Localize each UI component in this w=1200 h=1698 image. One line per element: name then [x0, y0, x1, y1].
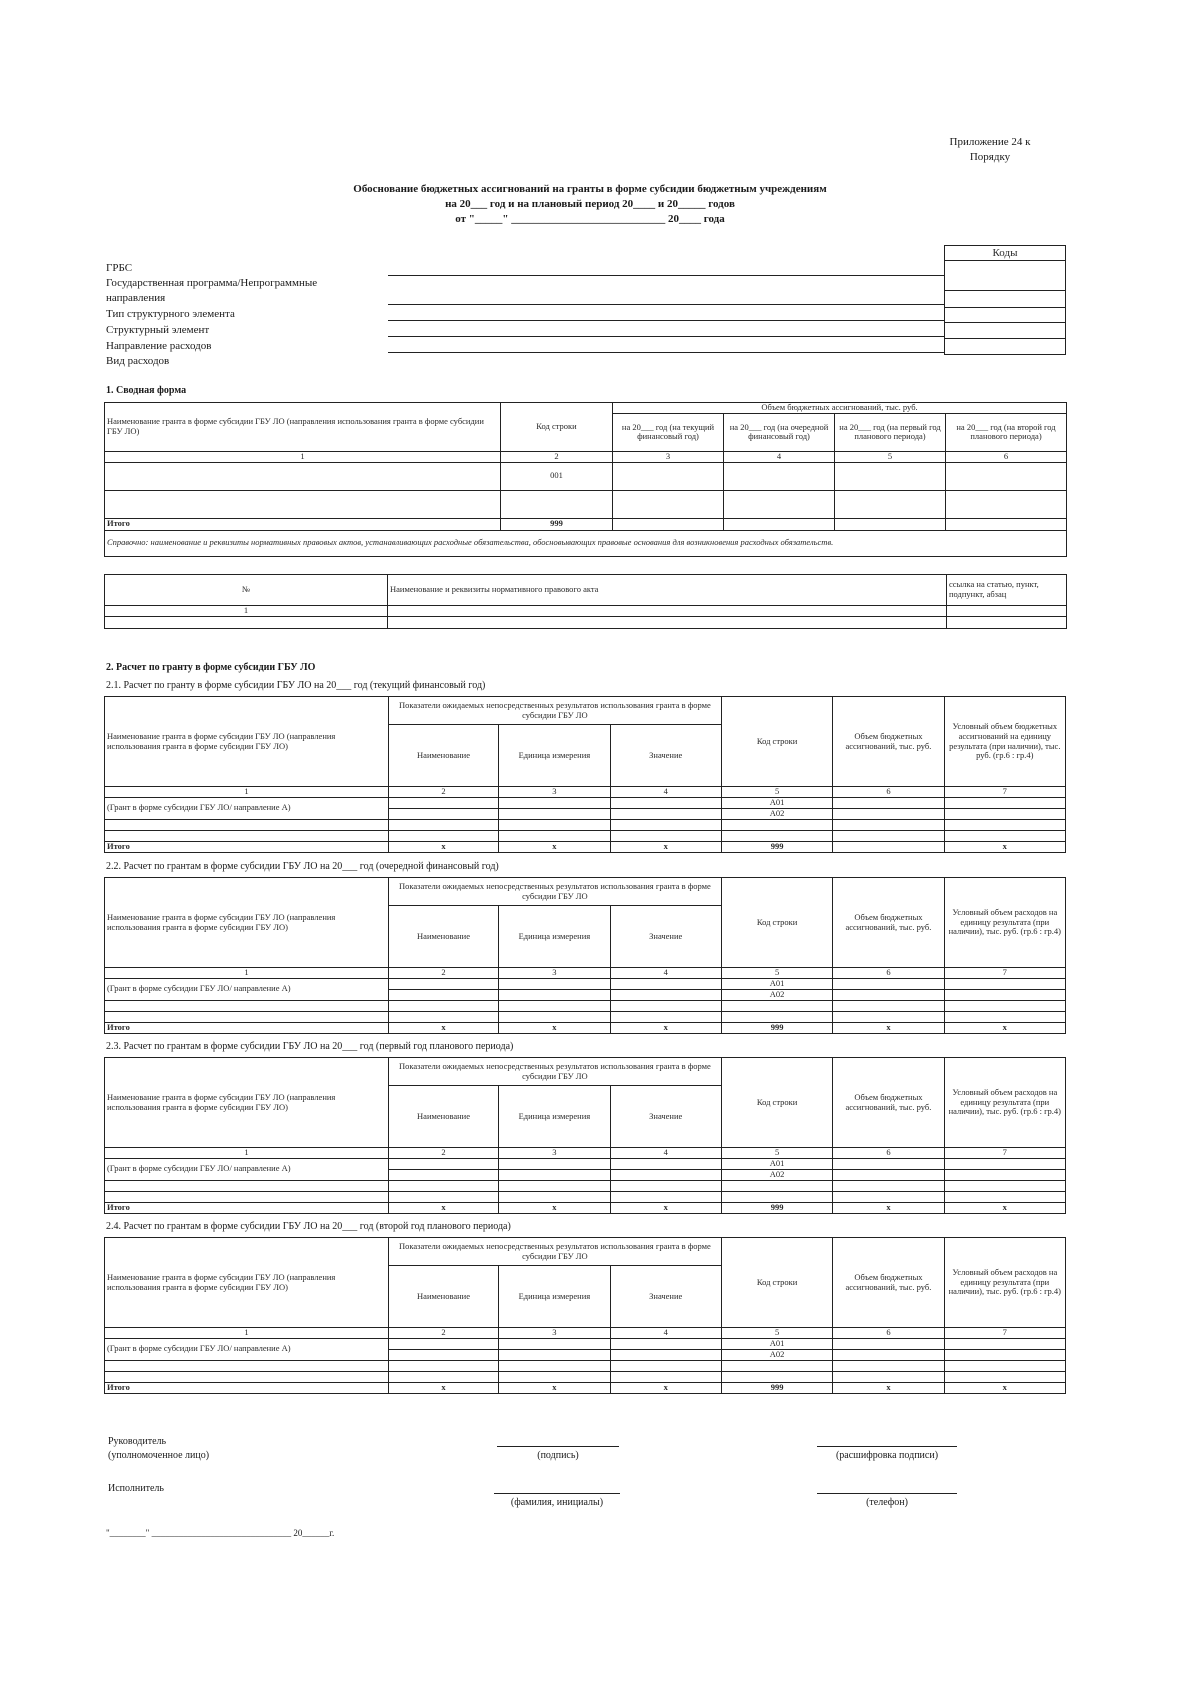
subtable-cell[interactable]	[610, 978, 721, 989]
summary-cell[interactable]	[946, 462, 1067, 490]
subtable-colnum: 3	[499, 1148, 610, 1159]
subtable-cell[interactable]	[833, 1191, 944, 1202]
subtable-colnum: 5	[721, 968, 832, 979]
ref-cell[interactable]	[388, 606, 947, 617]
executor-name-caption: (фамилия, инициалы)	[510, 1497, 604, 1508]
subtable-cell[interactable]	[105, 1180, 389, 1191]
signature-head-label: Руководитель	[108, 1436, 167, 1447]
subtable-cell[interactable]	[944, 1169, 1065, 1180]
subtable-cell[interactable]	[721, 1191, 832, 1202]
summary-cell[interactable]	[724, 490, 835, 518]
subtable-col-ind-value: Значение	[610, 725, 721, 787]
calculation-table	[104, 696, 1066, 853]
subtable-total-label: Итого	[105, 841, 389, 852]
subtable-cell[interactable]	[499, 1180, 610, 1191]
summary-total-label: Итого	[105, 518, 501, 530]
subtable-cell[interactable]	[499, 808, 610, 819]
subtable-col-ind-name: Наименование	[388, 1086, 498, 1148]
summary-cell[interactable]	[724, 518, 835, 530]
subtable-cell[interactable]	[610, 1158, 721, 1169]
summary-cell[interactable]	[105, 490, 501, 518]
subtable-row-code: А01	[721, 1338, 832, 1349]
subtable-colnum: 3	[499, 968, 610, 979]
subtable-cell[interactable]	[610, 808, 721, 819]
summary-col-year2: на 20___ год (на очередной финансовый год)	[724, 413, 835, 451]
subtable-x-mark: x	[944, 841, 1065, 852]
subtable-colnum: 1	[105, 1328, 389, 1339]
subtable-colnum: 4	[610, 968, 721, 979]
subtable-cell[interactable]	[499, 830, 610, 841]
codes-table	[944, 245, 1066, 355]
subtable-cell[interactable]	[388, 808, 498, 819]
field-line-program[interactable]	[388, 304, 944, 305]
subtable-x-mark: x	[944, 1202, 1065, 1213]
signature-decode-line[interactable]	[817, 1446, 957, 1447]
subtable-x-mark: x	[388, 1202, 498, 1213]
subtable-cell[interactable]	[388, 819, 498, 830]
subtable-cell[interactable]	[944, 1180, 1065, 1191]
subtable-cell[interactable]	[105, 830, 389, 841]
signature-line[interactable]	[497, 1446, 619, 1447]
subtable-cell[interactable]	[610, 1000, 721, 1011]
subtable-total-label: Итого	[105, 1382, 389, 1393]
subtable-cell[interactable]	[833, 819, 944, 830]
subtable-row-label: (Грант в форме субсидии ГБУ ЛО/ направление А)	[105, 978, 389, 1000]
subtable-colnum: 5	[721, 787, 832, 798]
document-title-line2: на 20___ год и на плановый период 20____ и 20_____ годов	[445, 198, 735, 210]
subtable-cell[interactable]	[499, 1371, 610, 1382]
subtable-col-code: Код строки	[721, 878, 832, 968]
subtable-x-mark: x	[499, 1202, 610, 1213]
subtable-col-ind-unit: Единица измерения	[499, 1086, 610, 1148]
subtable-col-code: Код строки	[721, 1238, 832, 1328]
subtable-col-volume: Объем бюджетных ассигнований, тыс. руб.	[833, 878, 944, 968]
summary-cell[interactable]	[946, 490, 1067, 518]
subtable-colnum: 5	[721, 1148, 832, 1159]
subtable-x-mark: x	[610, 841, 721, 852]
summary-col-code: Код строки	[501, 403, 613, 452]
subtable-col-ind-unit: Единица измерения	[499, 725, 610, 787]
subtable-cell[interactable]	[944, 1158, 1065, 1169]
subtable-x-mark: x	[388, 841, 498, 852]
subtable-cell[interactable]	[833, 1360, 944, 1371]
subtable-row-code: А01	[721, 978, 832, 989]
subtable-cell[interactable]	[105, 1011, 389, 1022]
code-cell-grbs[interactable]	[945, 261, 1066, 291]
subtable-indicators-header: Показатели ожидаемых непосредственных результатов использования гранта в форме субсидии ГБУ ЛО	[388, 1058, 721, 1086]
subtable-cell[interactable]	[610, 1338, 721, 1349]
field-label-program: Государственная программа/Непрограммные	[106, 277, 318, 289]
subtable-cell[interactable]	[499, 1000, 610, 1011]
subtable-cell[interactable]	[499, 1349, 610, 1360]
subtable-col-code: Код строки	[721, 697, 832, 787]
subtable-cell[interactable]	[944, 1338, 1065, 1349]
executor-name-line[interactable]	[494, 1493, 620, 1494]
subtable-cell[interactable]	[388, 989, 498, 1000]
summary-table	[104, 402, 1067, 557]
subtable-colnum: 3	[499, 787, 610, 798]
subtable-cell[interactable]	[105, 1360, 389, 1371]
subtable-colnum: 4	[610, 1148, 721, 1159]
subtable-cell[interactable]	[833, 797, 944, 808]
subtable-colnum: 6	[833, 1148, 944, 1159]
subtable-cell[interactable]	[499, 978, 610, 989]
field-line-element[interactable]	[388, 336, 944, 337]
document-title-line3: от "_____" ____________________________ 20____ года	[455, 213, 725, 225]
subtable-colnum: 7	[944, 1328, 1065, 1339]
field-line-element-type[interactable]	[388, 320, 944, 321]
field-label-element: Структурный элемент	[106, 324, 210, 336]
subtable-cell[interactable]	[833, 1371, 944, 1382]
summary-colnum: 5	[835, 451, 946, 462]
subtable-cell[interactable]	[105, 1000, 389, 1011]
subtable-cell[interactable]	[833, 1158, 944, 1169]
subtable-col-unit-volume: Условный объем расходов на единицу результата (при наличии), тыс. руб. (гр.6 : гр.4)	[944, 878, 1065, 968]
subtable-colnum: 2	[388, 787, 498, 798]
subtable-cell[interactable]	[721, 830, 832, 841]
ref-row-no: 1	[105, 606, 388, 617]
document-title-line1: Обоснование бюджетных ассигнований на гранты в форме субсидии бюджетным учреждениям	[353, 183, 827, 195]
section2-title: 2. Расчет по гранту в форме субсидии ГБУ ЛО	[106, 662, 316, 673]
subtable-col-unit-volume: Условный объем расходов на единицу результата (при наличии), тыс. руб. (гр.6 : гр.4)	[944, 1058, 1065, 1148]
subtable-row-code: А02	[721, 1169, 832, 1180]
executor-phone-line[interactable]	[817, 1493, 957, 1494]
subtable-cell[interactable]	[499, 1011, 610, 1022]
subtable-cell[interactable]	[388, 1158, 498, 1169]
subtable-col-unit-volume: Условный объем расходов на единицу результата (при наличии), тыс. руб. (гр.6 : гр.4)	[944, 1238, 1065, 1328]
subtable-cell[interactable]	[944, 1011, 1065, 1022]
subtable-title: 2.2. Расчет по грантам в форме субсидии ГБУ ЛО на 20___ год (очередной финансовый год)	[106, 861, 499, 872]
subtable-col-volume: Объем бюджетных ассигнований, тыс. руб.	[833, 1058, 944, 1148]
signature-head-sublabel: (уполномоченное лицо)	[108, 1450, 210, 1461]
subtable-col-ind-name: Наименование	[388, 725, 498, 787]
subtable-cell[interactable]	[610, 1180, 721, 1191]
subtable-colnum: 5	[721, 1328, 832, 1339]
subtable-col-ind-unit: Единица измерения	[499, 906, 610, 968]
subtable-x-mark: x	[610, 1202, 721, 1213]
subtable-cell[interactable]	[944, 989, 1065, 1000]
appendix-line2: Порядку	[969, 151, 1011, 163]
field-line-direction[interactable]	[388, 352, 944, 353]
summary-cell[interactable]	[835, 462, 946, 490]
summary-cell[interactable]	[613, 490, 724, 518]
subtable-cell[interactable]	[833, 978, 944, 989]
ref-col-no: №	[105, 575, 388, 606]
subtable-cell[interactable]	[610, 1349, 721, 1360]
subtable-cell[interactable]	[499, 1158, 610, 1169]
code-cell-element-type[interactable]	[945, 308, 1066, 323]
summary-col-name: Наименование гранта в форме субсидии ГБУ ЛО (направления использования гранта в форме субсидии ГБУ ЛО)	[105, 403, 501, 452]
subtable-cell[interactable]	[833, 830, 944, 841]
appendix-line1: Приложение 24 к	[949, 136, 1031, 148]
subtable-cell[interactable]	[499, 989, 610, 1000]
subtable-cell[interactable]	[944, 1191, 1065, 1202]
subtable-indicators-header: Показатели ожидаемых непосредственных результатов использования гранта в форме субсидии ГБУ ЛО	[388, 697, 721, 725]
subtable-cell[interactable]	[610, 1169, 721, 1180]
subtable-row-code: А01	[721, 797, 832, 808]
subtable-col-name: Наименование гранта в форме субсидии ГБУ ЛО (направления использования гранта в форме субсидии ГБУ ЛО)	[105, 878, 389, 968]
subtable-cell[interactable]	[388, 1371, 498, 1382]
subtable-cell[interactable]	[721, 1371, 832, 1382]
subtable-cell[interactable]	[388, 1360, 498, 1371]
executor-label: Исполнитель	[108, 1483, 164, 1494]
subtable-row-code: А02	[721, 989, 832, 1000]
subtable-col-ind-name: Наименование	[388, 906, 498, 968]
subtable-cell[interactable]	[833, 1011, 944, 1022]
subtable-total-label: Итого	[105, 1022, 389, 1033]
subtable-cell[interactable]	[944, 1371, 1065, 1382]
summary-cell[interactable]	[501, 490, 613, 518]
subtable-cell[interactable]	[499, 819, 610, 830]
subtable-cell[interactable]	[610, 797, 721, 808]
subtable-cell[interactable]	[610, 1360, 721, 1371]
subtable-cell[interactable]	[721, 1360, 832, 1371]
subtable-row-label: (Грант в форме субсидии ГБУ ЛО/ направление А)	[105, 797, 389, 819]
subtable-x-mark: x	[388, 1382, 498, 1393]
subtable-colnum: 2	[388, 968, 498, 979]
subtable-cell[interactable]	[944, 978, 1065, 989]
subtable-x-mark: x	[944, 1382, 1065, 1393]
subtable-col-ind-value: Значение	[610, 906, 721, 968]
subtable-cell[interactable]	[721, 819, 832, 830]
subtable-x-mark: x	[833, 1022, 944, 1033]
subtable-cell[interactable]	[944, 830, 1065, 841]
subtable-row-label: (Грант в форме субсидии ГБУ ЛО/ направление А)	[105, 1338, 389, 1360]
subtable-row-code: А02	[721, 808, 832, 819]
subtable-x-mark: x	[499, 1022, 610, 1033]
subtable-title: 2.4. Расчет по грантам в форме субсидии ГБУ ЛО на 20___ год (второй год планового периода)	[106, 1221, 511, 1232]
subtable-cell[interactable]	[610, 1011, 721, 1022]
summary-total-code: 999	[501, 518, 613, 530]
subtable-x-mark: x	[944, 1022, 1065, 1033]
subtable-cell[interactable]	[944, 1360, 1065, 1371]
subtable-colnum: 2	[388, 1148, 498, 1159]
subtable-cell[interactable]	[944, 797, 1065, 808]
subtable-colnum: 4	[610, 787, 721, 798]
subtable-colnum: 1	[105, 968, 389, 979]
subtable-title: 2.3. Расчет по грантам в форме субсидии ГБУ ЛО на 20___ год (первый год планового периода)	[106, 1041, 514, 1052]
subtable-x-mark: x	[610, 1022, 721, 1033]
field-label-expense-type: Вид расходов	[106, 355, 170, 367]
ref-cell[interactable]	[388, 616, 947, 628]
subtable-col-ind-value: Значение	[610, 1086, 721, 1148]
date-line: "________" _______________________________ 20______г.	[106, 1528, 335, 1538]
subtable-colnum: 1	[105, 1148, 389, 1159]
section1-title: 1. Сводная форма	[106, 385, 187, 396]
subtable-col-code: Код строки	[721, 1058, 832, 1148]
subtable-cell[interactable]	[388, 1180, 498, 1191]
subtable-colnum: 6	[833, 968, 944, 979]
subtable-x-mark: x	[833, 1382, 944, 1393]
subtable-cell[interactable]	[610, 1371, 721, 1382]
subtable-cell[interactable]	[388, 978, 498, 989]
subtable-total-code: 999	[721, 1022, 832, 1033]
subtable-col-unit-volume: Условный объем бюджетных ассигнований на единицу результата (при наличии), тыс. руб. (гр.6 : гр.4)	[944, 697, 1065, 787]
subtable-cell[interactable]	[105, 819, 389, 830]
subtable-colnum: 1	[105, 787, 389, 798]
ref-col-link: ссылка на статью, пункт, подпункт, абзац	[947, 575, 1067, 606]
subtable-cell[interactable]	[833, 1180, 944, 1191]
subtable-title: 2.1. Расчет по гранту в форме субсидии ГБУ ЛО на 20___ год (текущий финансовый год)	[106, 680, 486, 691]
subtable-col-name: Наименование гранта в форме субсидии ГБУ ЛО (направления использования гранта в форме субсидии ГБУ ЛО)	[105, 697, 389, 787]
subtable-total-label: Итого	[105, 1202, 389, 1213]
subtable-x-mark: x	[388, 1022, 498, 1033]
summary-volume-header: Объем бюджетных ассигнований, тыс. руб.	[613, 403, 1067, 414]
subtable-cell[interactable]	[833, 1169, 944, 1180]
summary-cell[interactable]	[835, 490, 946, 518]
subtable-cell[interactable]	[944, 1349, 1065, 1360]
subtable-cell[interactable]	[610, 1191, 721, 1202]
subtable-col-ind-value: Значение	[610, 1266, 721, 1328]
subtable-col-ind-unit: Единица измерения	[499, 1266, 610, 1328]
field-label-element-type: Тип структурного элемента	[106, 308, 235, 320]
summary-cell[interactable]	[613, 462, 724, 490]
summary-colnum: 1	[105, 451, 501, 462]
subtable-cell[interactable]	[499, 1338, 610, 1349]
signature-caption: (подпись)	[537, 1450, 579, 1461]
subtable-cell[interactable]	[944, 1000, 1065, 1011]
subtable-colnum: 7	[944, 787, 1065, 798]
subtable-cell[interactable]	[721, 1000, 832, 1011]
summary-cell[interactable]	[946, 518, 1067, 530]
reference-table	[104, 574, 1067, 629]
summary-colnum: 2	[501, 451, 613, 462]
summary-cell[interactable]	[724, 462, 835, 490]
calculation-table	[104, 877, 1066, 1034]
subtable-cell[interactable]	[388, 797, 498, 808]
subtable-cell[interactable]	[388, 830, 498, 841]
summary-col-year4: на 20___ год (на второй год планового периода)	[946, 413, 1067, 451]
summary-colnum: 4	[724, 451, 835, 462]
summary-col-year1: на 20___ год (на текущий финансовый год)	[613, 413, 724, 451]
subtable-cell[interactable]	[944, 819, 1065, 830]
summary-cell[interactable]	[613, 518, 724, 530]
subtable-indicators-header: Показатели ожидаемых непосредственных результатов использования гранта в форме субсидии ГБУ ЛО	[388, 878, 721, 906]
subtable-col-volume: Объем бюджетных ассигнований, тыс. руб.	[833, 697, 944, 787]
subtable-cell[interactable]	[833, 989, 944, 1000]
subtable-col-volume: Объем бюджетных ассигнований, тыс. руб.	[833, 1238, 944, 1328]
subtable-total-code: 999	[721, 1202, 832, 1213]
summary-col-year3: на 20___ год (на первый год планового периода)	[835, 413, 946, 451]
subtable-colnum: 6	[833, 1328, 944, 1339]
summary-cell[interactable]	[105, 462, 501, 490]
field-label-program-cont: направления	[106, 292, 166, 304]
subtable-cell[interactable]	[833, 808, 944, 819]
subtable-cell[interactable]	[944, 808, 1065, 819]
subtable-cell[interactable]	[499, 1169, 610, 1180]
codes-header: Коды	[945, 246, 1066, 261]
subtable-col-name: Наименование гранта в форме субсидии ГБУ ЛО (направления использования гранта в форме субсидии ГБУ ЛО)	[105, 1058, 389, 1148]
subtable-colnum: 4	[610, 1328, 721, 1339]
subtable-indicators-header: Показатели ожидаемых непосредственных результатов использования гранта в форме субсидии ГБУ ЛО	[388, 1238, 721, 1266]
subtable-total-code: 999	[721, 1382, 832, 1393]
subtable-row-label: (Грант в форме субсидии ГБУ ЛО/ направление А)	[105, 1158, 389, 1180]
subtable-colnum: 7	[944, 968, 1065, 979]
subtable-cell[interactable]	[388, 1349, 498, 1360]
subtable-x-mark: x	[833, 1202, 944, 1213]
subtable-row-code: А02	[721, 1349, 832, 1360]
subtable-x-mark: x	[499, 1382, 610, 1393]
executor-phone-caption: (телефон)	[866, 1497, 908, 1508]
subtable-row-code: А01	[721, 1158, 832, 1169]
subtable-colnum: 7	[944, 1148, 1065, 1159]
summary-colnum: 6	[946, 451, 1067, 462]
subtable-cell[interactable]	[833, 1338, 944, 1349]
subtable-cell[interactable]	[833, 1349, 944, 1360]
subtable-cell[interactable]	[499, 1360, 610, 1371]
subtable-cell[interactable]	[105, 1371, 389, 1382]
subtable-cell[interactable]	[388, 1169, 498, 1180]
subtable-cell[interactable]	[499, 1191, 610, 1202]
subtable-colnum: 6	[833, 787, 944, 798]
code-cell-program[interactable]	[945, 291, 1066, 308]
subtable-cell[interactable]	[610, 819, 721, 830]
summary-colnum: 3	[613, 451, 724, 462]
ref-cell[interactable]	[947, 606, 1067, 617]
signature-decode-caption: (расшифровка подписи)	[835, 1450, 939, 1461]
subtable-cell[interactable]	[388, 1011, 498, 1022]
calculation-table	[104, 1057, 1066, 1214]
subtable-cell[interactable]	[105, 1191, 389, 1202]
summary-row-code: 001	[501, 462, 613, 490]
subtable-colnum: 2	[388, 1328, 498, 1339]
reference-note: Справочно: наименование и реквизиты нормативных правовых актов, устанавливающих расходные обязательства, обосновывающих правовые основания для возникновения расходных обязательств.	[105, 530, 1067, 556]
ref-cell[interactable]	[947, 616, 1067, 628]
subtable-cell[interactable]	[610, 989, 721, 1000]
code-cell-element[interactable]	[945, 323, 1066, 339]
field-line-grbs[interactable]	[388, 275, 944, 276]
ref-col-name: Наименование и реквизиты нормативного правового акта	[388, 575, 947, 606]
subtable-cell[interactable]	[388, 1338, 498, 1349]
calculation-table	[104, 1237, 1066, 1394]
subtable-cell[interactable]	[833, 1000, 944, 1011]
subtable-cell[interactable]	[388, 1000, 498, 1011]
subtable-total-code: 999	[721, 841, 832, 852]
subtable-cell[interactable]	[388, 1191, 498, 1202]
subtable-cell[interactable]	[499, 797, 610, 808]
subtable-cell[interactable]	[721, 1011, 832, 1022]
code-cell-direction[interactable]	[945, 339, 1066, 355]
subtable-col-name: Наименование гранта в форме субсидии ГБУ ЛО (направления использования гранта в форме субсидии ГБУ ЛО)	[105, 1238, 389, 1328]
ref-cell[interactable]	[105, 616, 388, 628]
subtable-x-mark: x	[499, 841, 610, 852]
summary-cell[interactable]	[835, 518, 946, 530]
field-label-direction: Направление расходов	[106, 340, 212, 352]
subtable-colnum: 3	[499, 1328, 610, 1339]
subtable-cell[interactable]	[833, 841, 944, 852]
subtable-x-mark: x	[610, 1382, 721, 1393]
subtable-cell[interactable]	[610, 830, 721, 841]
field-label-grbs: ГРБС	[106, 262, 133, 274]
subtable-col-ind-name: Наименование	[388, 1266, 498, 1328]
subtable-cell[interactable]	[721, 1180, 832, 1191]
